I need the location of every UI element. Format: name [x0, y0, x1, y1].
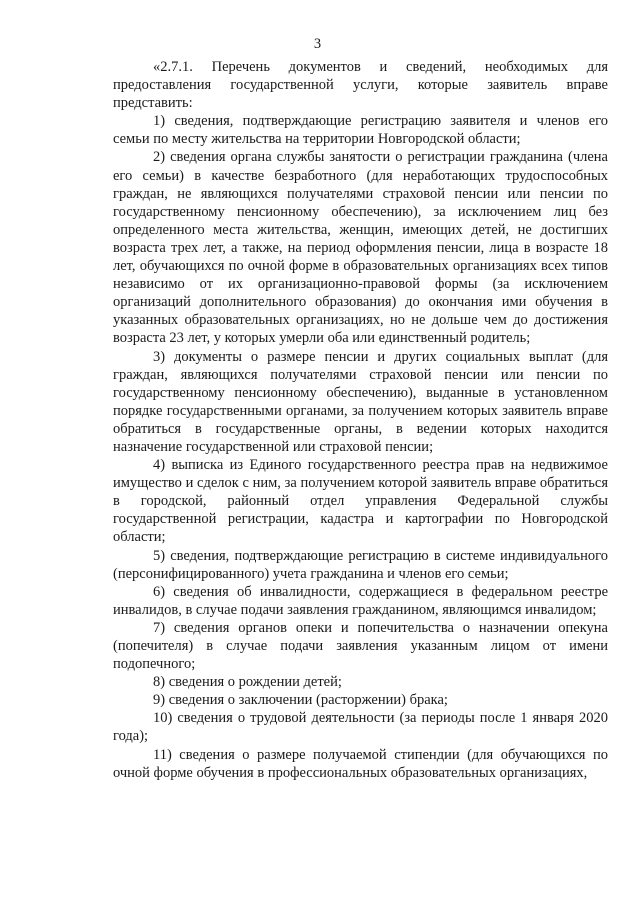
document-body	[113, 58, 608, 782]
paragraph-item-9: 9) сведения о заключении (расторжении) брака;	[153, 692, 448, 709]
page-number: 3	[313, 36, 322, 52]
paragraph-item-11: 11) сведения о размере получаемой стипендии (для обучающихся по очной форме обучения в профессиональных образовательных организациях,	[113, 746, 608, 781]
paragraph-item-10: 10) сведения о трудовой деятельности (за периоды после 1 января 2020 года);	[113, 710, 608, 745]
paragraph-item-1: 1) сведения, подтверждающие регистрацию заявителя и членов его семьи по месту жительства на территории Новгородской области;	[113, 113, 608, 148]
paragraph-item-5: 5) сведения, подтверждающие регистрацию в системе индивидуального (персонифицированного) учета гражданина и членов его семьи;	[113, 547, 608, 582]
paragraph-item-7: 7) сведения органов опеки и попечительства о назначении опекуна (попечителя) в случае подачи заявления указанным лицом от имени подопечного;	[113, 619, 608, 673]
paragraph-item-6: 6) сведения об инвалидности, содержащиеся в федеральном реестре инвалидов, в случае подачи заявления гражданином, являющимся инвалидом;	[113, 583, 608, 618]
paragraph-item-8: 8) сведения о рождении детей;	[153, 674, 342, 691]
paragraph-item-3: 3) документы о размере пенсии и других социальных выплат (для граждан, являющихся получателями страховой пенсии или пенсии по государственному пенсионному обеспечению), выданные в установленном порядке государственными органами, за получением которых заявитель вправе обратиться в государственные органы, в ведении которых находится назначение государственной или страховой пенсии;	[113, 348, 608, 455]
paragraph-item-2: 2) сведения органа службы занятости о регистрации гражданина (члена его семьи) в качестве безработного (для неработающих трудоспособных граждан, не являющихся получателями страховой пенсии или пенсии по государственному пенсионному обеспечению), за исключением лиц без определенного места жительства, женщин, имеющих детей, не достигших возраста трех лет, а также, на период оформления пенсии, лица в возрасте 18 лет, обучающихся по очной форме в образовательных организациях всех типов независимо от их организационно-правовой формы (за исключением организаций дополнительного образования) до окончания ими обучения в указанных образовательных организациях, но не дольше чем до достижения возраста 23 лет, у которых умерли оба или единственный родитель;	[113, 149, 608, 347]
paragraph-item-4: 4) выписка из Единого государственного реестра прав на недвижимое имущество и сделок с ним, за получением которой заявитель вправе обратиться в городской, районный отдел управления Федеральной службы государственной регистрации, кадастра и картографии по Новгородской области;	[113, 457, 608, 546]
paragraph-intro: «2.7.1. Перечень документов и сведений, необходимых для предоставления государственной услуги, которые заявитель вправе представить:	[113, 59, 608, 112]
